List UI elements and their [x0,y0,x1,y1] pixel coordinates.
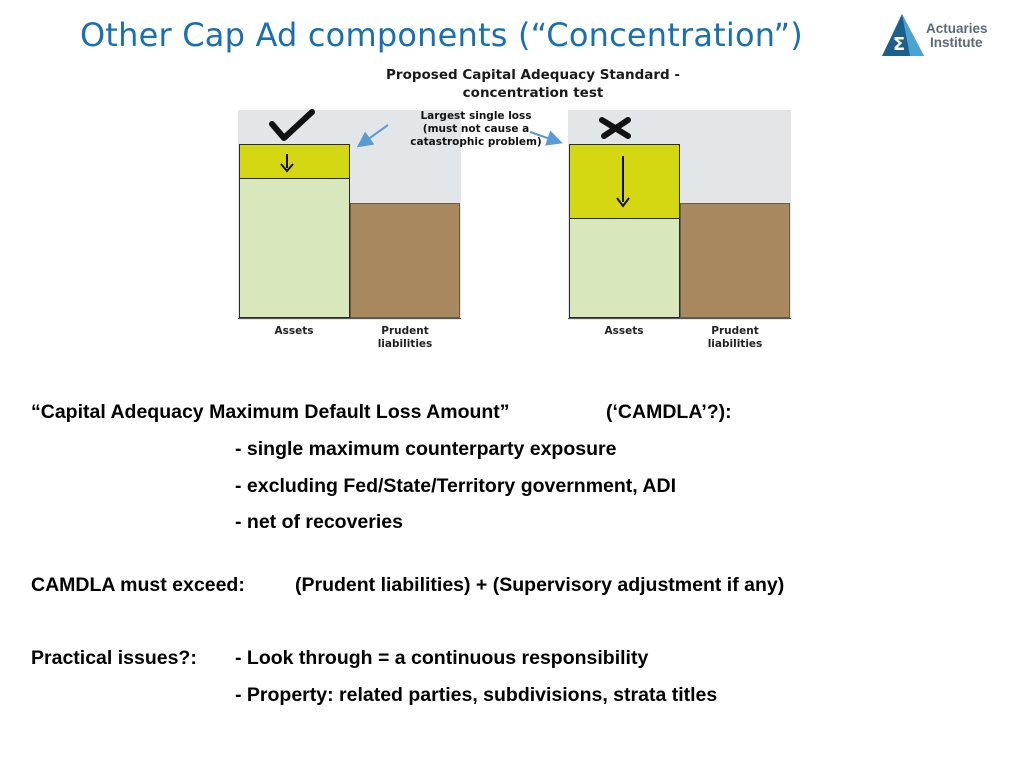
left-liabilities-label-line1: Prudent [381,325,429,337]
logo-text-line1: Actuaries [926,21,988,36]
camdla-definition: “Capital Adequacy Maximum Default Loss Amount” [31,401,510,423]
largest-loss-callout [376,110,576,149]
left-liabilities-label-line2: liabilities [377,338,433,350]
sigma-symbol: Σ [892,34,906,55]
left-liabilities-label [350,325,460,351]
slide-title: Other Cap Ad components (“Concentration”) [80,16,803,54]
concentration-test-diagram [236,108,792,358]
camdla-bullet-2: - excluding Fed/State/Territory government, ADI [235,475,676,497]
callout-line1: Largest single loss [420,110,532,122]
actuaries-institute-logo [880,12,1010,62]
callout-line3: catastrophic problem) [410,136,542,148]
right-loss-arrow-icon [617,156,629,206]
practical-issues-label: Practical issues?: [31,647,197,669]
practical-issue-1: - Look through = a continuous responsibility [235,647,649,669]
logo-text-line2: Institute [930,35,983,50]
figure-title-line1: Proposed Capital Adequacy Standard - [386,67,680,83]
callout-line2: (must not cause a [422,123,530,135]
must-exceed-label: CAMDLA must exceed: [31,574,245,596]
figure-title-line2: concentration test [462,85,604,101]
sigma-triangle-icon [880,12,928,58]
practical-issue-2: - Property: related parties, subdivisions, strata titles [235,684,718,706]
right-assets-label: Assets [604,325,644,337]
check-icon [272,112,312,138]
camdla-bullet-1: - single maximum counterparty exposure [235,438,617,460]
right-liabilities-label [680,325,790,351]
right-liabilities-label-line1: Prudent [711,325,759,337]
left-loss-arrow-icon [281,154,293,171]
camdla-abbreviation: (‘CAMDLA’?): [606,401,732,423]
left-assets-label: Assets [274,325,314,337]
must-exceed-value: (Prudent liabilities) + (Supervisory adjustment if any) [295,574,785,596]
right-liabilities-label-line2: liabilities [707,338,763,350]
cross-icon [602,120,628,136]
figure-title [300,66,766,102]
camdla-bullet-3: - net of recoveries [235,511,403,533]
